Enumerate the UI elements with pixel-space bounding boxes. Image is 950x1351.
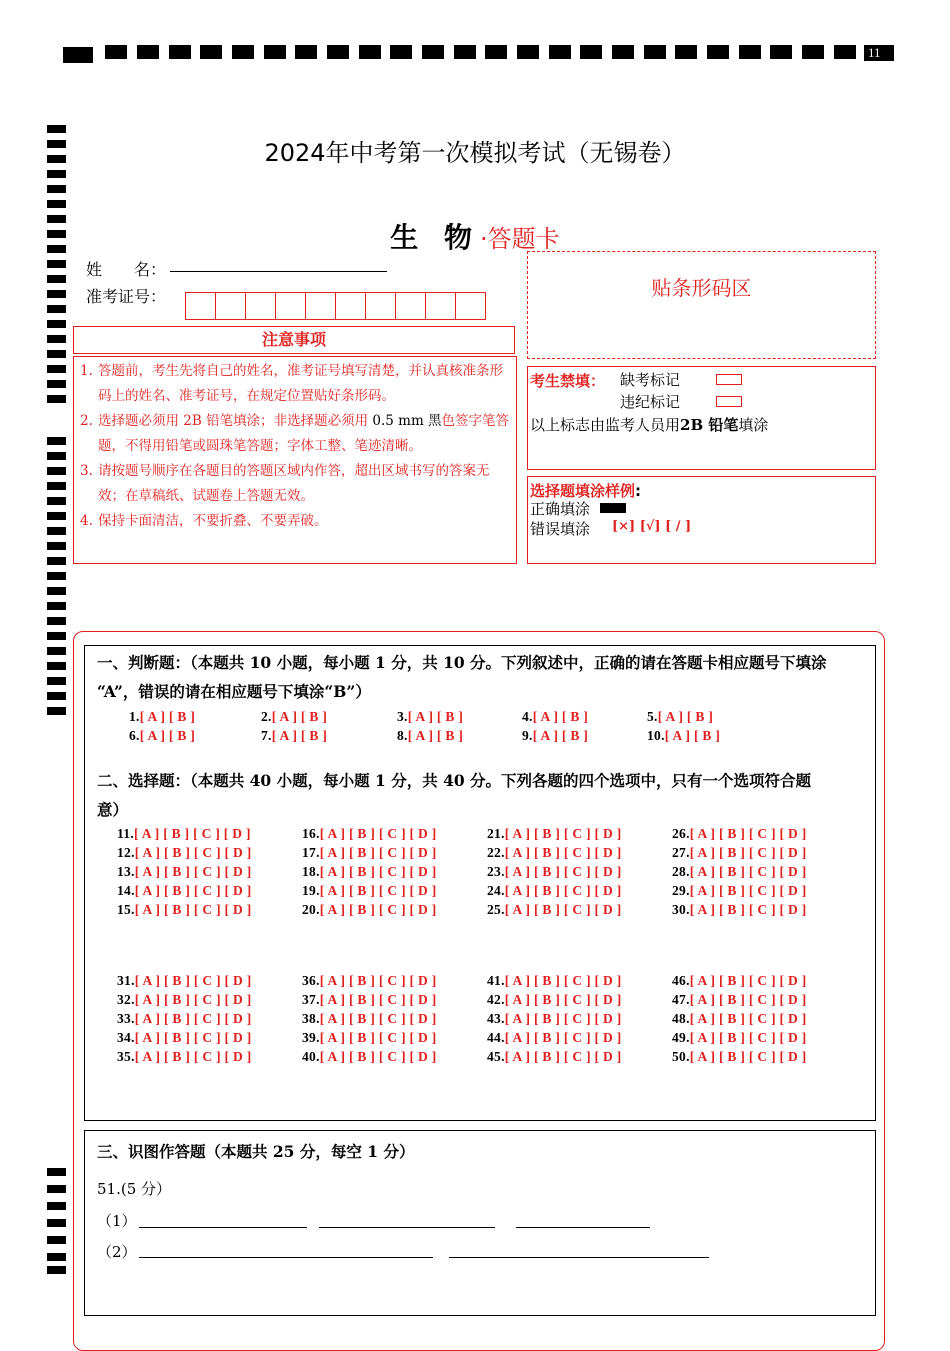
absent-mark-box[interactable] xyxy=(716,369,742,387)
mc-question[interactable]: 47.[ A ] [ B ] [ C ] [ D ] xyxy=(672,992,807,1007)
mc-question[interactable]: 23.[ A ] [ B ] [ C ] [ D ] xyxy=(487,864,622,879)
mc-question[interactable]: 32.[ A ] [ B ] [ C ] [ D ] xyxy=(117,992,252,1007)
mc-question[interactable]: 20.[ A ] [ B ] [ C ] [ D ] xyxy=(302,902,437,917)
tf-question[interactable]: 9.[ A ] [ B ] xyxy=(522,728,589,743)
mc-question[interactable]: 19.[ A ] [ B ] [ C ] [ D ] xyxy=(302,883,437,898)
sub-question-1-label: （1） xyxy=(97,1212,137,1230)
tf-question[interactable]: 7.[ A ] [ B ] xyxy=(261,728,328,743)
mc-question[interactable]: 28.[ A ] [ B ] [ C ] [ D ] xyxy=(672,864,807,879)
mc-question[interactable]: 48.[ A ] [ B ] [ C ] [ D ] xyxy=(672,1011,807,1026)
card-label: ·答题卡 xyxy=(480,225,560,253)
section3-heading: 三、识图作答题（本题共 25 分，每空 1 分） xyxy=(97,1142,415,1161)
mc-question[interactable]: 16.[ A ] [ B ] [ C ] [ D ] xyxy=(302,826,437,841)
answer-line[interactable] xyxy=(139,1257,433,1258)
mc-question[interactable]: 38.[ A ] [ B ] [ C ] [ D ] xyxy=(302,1011,437,1026)
absent-label: 缺考标记 xyxy=(620,371,681,389)
wrong-fill-label: 错误填涂 xyxy=(530,520,591,538)
page-number: 11 xyxy=(864,45,894,61)
tf-question[interactable]: 3.[ A ] [ B ] xyxy=(397,709,464,724)
id-digit-box[interactable] xyxy=(395,292,426,320)
tf-question[interactable]: 2.[ A ] [ B ] xyxy=(261,709,328,724)
tf-question[interactable]: 1.[ A ] [ B ] xyxy=(129,709,196,724)
notice-item: 2. 选择题必须用 2B 铅笔填涂；非选择题必须用 0.5 mm 黑色签字笔答题，不得用铅笔或圆珠笔答题；字体工整、笔迹清晰。 xyxy=(80,413,510,454)
mc-question[interactable]: 36.[ A ] [ B ] [ C ] [ D ] xyxy=(302,973,437,988)
wrong-fill-sample: [×] [√] [ / ] xyxy=(612,519,692,534)
mc-question[interactable]: 34.[ A ] [ B ] [ C ] [ D ] xyxy=(117,1030,252,1045)
mc-question[interactable]: 22.[ A ] [ B ] [ C ] [ D ] xyxy=(487,845,622,860)
forbidden-note: 以上标志由监考人员用2B 铅笔填涂 xyxy=(530,416,769,434)
correct-fill-label: 正确填涂 xyxy=(530,500,591,518)
answer-line[interactable] xyxy=(449,1257,709,1258)
forbidden-box xyxy=(527,366,876,470)
mc-question[interactable]: 31.[ A ] [ B ] [ C ] [ D ] xyxy=(117,973,252,988)
question-51-label: 51.(5 分） xyxy=(97,1180,172,1198)
subject-name: 生 物 xyxy=(390,221,481,254)
notice-title: 注意事项 xyxy=(73,326,515,354)
mc-question[interactable]: 46.[ A ] [ B ] [ C ] [ D ] xyxy=(672,973,807,988)
mc-question[interactable]: 14.[ A ] [ B ] [ C ] [ D ] xyxy=(117,883,252,898)
mc-question[interactable]: 12.[ A ] [ B ] [ C ] [ D ] xyxy=(117,845,252,860)
mc-question[interactable]: 35.[ A ] [ B ] [ C ] [ D ] xyxy=(117,1049,252,1064)
mc-question[interactable]: 45.[ A ] [ B ] [ C ] [ D ] xyxy=(487,1049,622,1064)
id-digit-box[interactable] xyxy=(245,292,276,320)
id-digit-box[interactable] xyxy=(215,292,246,320)
mc-question[interactable]: 25.[ A ] [ B ] [ C ] [ D ] xyxy=(487,902,622,917)
mc-question[interactable]: 43.[ A ] [ B ] [ C ] [ D ] xyxy=(487,1011,622,1026)
subject-title xyxy=(0,216,950,256)
mc-question[interactable]: 15.[ A ] [ B ] [ C ] [ D ] xyxy=(117,902,252,917)
mc-question[interactable]: 11.[ A ] [ B ] [ C ] [ D ] xyxy=(117,826,251,841)
mc-question[interactable]: 40.[ A ] [ B ] [ C ] [ D ] xyxy=(302,1049,437,1064)
violation-mark-box[interactable] xyxy=(716,391,742,409)
id-label: 准考证号： xyxy=(86,287,167,306)
mc-question[interactable]: 41.[ A ] [ B ] [ C ] [ D ] xyxy=(487,973,622,988)
mc-question[interactable]: 33.[ A ] [ B ] [ C ] [ D ] xyxy=(117,1011,252,1026)
fill-sample-box xyxy=(527,476,876,564)
mc-question[interactable]: 13.[ A ] [ B ] [ C ] [ D ] xyxy=(117,864,252,879)
tf-question[interactable]: 4.[ A ] [ B ] xyxy=(522,709,589,724)
mc-question[interactable]: 49.[ A ] [ B ] [ C ] [ D ] xyxy=(672,1030,807,1045)
objective-section xyxy=(84,645,876,1121)
violation-label: 违纪标记 xyxy=(620,393,681,411)
id-digit-box[interactable] xyxy=(455,292,486,320)
notice-box xyxy=(73,356,517,564)
id-digit-box[interactable] xyxy=(365,292,396,320)
id-digit-box[interactable] xyxy=(275,292,306,320)
exam-title: 2024年中考第一次模拟考试（无锡卷） xyxy=(264,139,686,167)
tf-question[interactable]: 8.[ A ] [ B ] xyxy=(397,728,464,743)
tf-question[interactable]: 5.[ A ] [ B ] xyxy=(647,709,714,724)
mc-question[interactable]: 39.[ A ] [ B ] [ C ] [ D ] xyxy=(302,1030,437,1045)
answer-line[interactable] xyxy=(319,1227,495,1228)
diagram-section xyxy=(84,1130,876,1316)
id-digit-box[interactable] xyxy=(185,292,216,320)
forbidden-label: 考生禁填： xyxy=(530,372,606,390)
mc-question[interactable]: 42.[ A ] [ B ] [ C ] [ D ] xyxy=(487,992,622,1007)
id-digit-box[interactable] xyxy=(335,292,366,320)
notice-item: 1. 答题前，考生先将自己的姓名，准考证号填写清楚，并认真核准条形码上的姓名、准考证号，在规定位置贴好条形码。 xyxy=(80,363,503,404)
mc-question[interactable]: 44.[ A ] [ B ] [ C ] [ D ] xyxy=(487,1030,622,1045)
correct-fill-sample xyxy=(600,503,626,513)
answer-line[interactable] xyxy=(139,1227,307,1228)
name-label: 姓 名： xyxy=(86,260,167,279)
mc-question[interactable]: 26.[ A ] [ B ] [ C ] [ D ] xyxy=(672,826,807,841)
sub-question-2-label: （2） xyxy=(97,1243,137,1261)
mc-question[interactable]: 21.[ A ] [ B ] [ C ] [ D ] xyxy=(487,826,622,841)
id-digit-box[interactable] xyxy=(305,292,336,320)
mc-question[interactable]: 17.[ A ] [ B ] [ C ] [ D ] xyxy=(302,845,437,860)
mc-question[interactable]: 27.[ A ] [ B ] [ C ] [ D ] xyxy=(672,845,807,860)
section2-heading: 二、选择题：（本题共 40 小题，每小题 1 分，共 40 分。下列各题的四个选项中，只有一个选项符合题 意） xyxy=(97,771,812,819)
tf-question[interactable]: 6.[ A ] [ B ] xyxy=(129,728,196,743)
section1-heading: 一、判断题：（本题共 10 小题，每小题 1 分，共 10 分。下列叙述中，正确的请在答题卡相应题号下填涂 “A”，错误的请在相应题号下填涂“B”） xyxy=(97,653,827,701)
mc-question[interactable]: 18.[ A ] [ B ] [ C ] [ D ] xyxy=(302,864,437,879)
id-digit-box[interactable] xyxy=(425,292,456,320)
notice-item: 4. 保持卡面清洁，不要折叠、不要弄破。 xyxy=(80,513,328,529)
top-timing-marks xyxy=(63,45,893,61)
mc-question[interactable]: 24.[ A ] [ B ] [ C ] [ D ] xyxy=(487,883,622,898)
exam-id-boxes[interactable] xyxy=(185,292,485,322)
barcode-area: 贴条形码区 xyxy=(527,251,876,359)
mc-question[interactable]: 50.[ A ] [ B ] [ C ] [ D ] xyxy=(672,1049,807,1064)
mc-question[interactable]: 37.[ A ] [ B ] [ C ] [ D ] xyxy=(302,992,437,1007)
sample-label: 选择题填涂样例: xyxy=(530,482,642,500)
notice-item: 3. 请按题号顺序在各题目的答题区域内作答，超出区域书写的答案无效；在草稿纸、试题卷上答题无效。 xyxy=(80,463,490,504)
answer-line[interactable] xyxy=(516,1227,650,1228)
mc-question[interactable]: 30.[ A ] [ B ] [ C ] [ D ] xyxy=(672,902,807,917)
tf-question[interactable]: 10.[ A ] [ B ] xyxy=(647,728,721,743)
name-field[interactable] xyxy=(170,271,387,272)
mc-question[interactable]: 29.[ A ] [ B ] [ C ] [ D ] xyxy=(672,883,807,898)
